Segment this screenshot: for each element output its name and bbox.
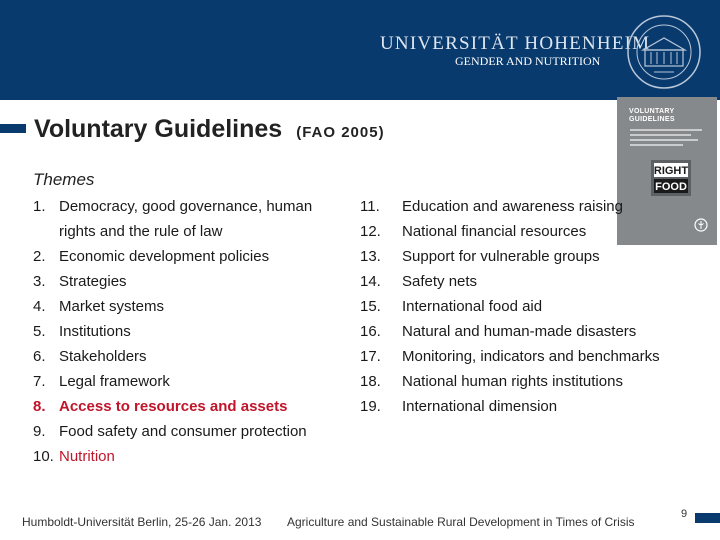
list-item: 16. Natural and human-made disasters: [360, 323, 637, 340]
list-item: 7. Legal framework: [33, 373, 170, 390]
list-item: 19. International dimension: [360, 398, 558, 415]
list-item: 13. Support for vulnerable groups: [360, 248, 600, 265]
page-number: 9: [681, 508, 688, 520]
list-item: 6. Stakeholders: [33, 348, 147, 365]
svg-text:FOOD: FOOD: [655, 181, 687, 193]
list-item: 12. National financial resources: [360, 223, 587, 240]
department-name: GENDER AND NUTRITION: [455, 54, 601, 68]
book-cover-title: VOLUNTARY GUIDELINES: [629, 108, 675, 123]
list-item: 1. Democracy, good governance, human rights and the rule of law: [33, 198, 313, 240]
title-accent-bar: [0, 124, 26, 133]
list-item: 2. Economic development policies: [33, 248, 270, 265]
list-item: 11. Education and awareness raising: [360, 198, 623, 215]
list-item: 3. Strategies: [33, 273, 127, 290]
section-label: Themes: [33, 170, 95, 189]
list-item: 14. Safety nets: [360, 273, 478, 290]
list-item: 15. International food aid: [360, 298, 543, 315]
list-item-highlighted: 10. Nutrition: [33, 448, 115, 465]
university-name: UNIVERSITÄT HOHENHEIM: [380, 33, 651, 54]
svg-text:RIGHT: RIGHT: [653, 165, 689, 177]
themes-list-right: [360, 194, 670, 419]
list-item: 5. Institutions: [33, 323, 131, 340]
list-item: 4. Market systems: [33, 298, 165, 315]
fao-emblem-icon: [694, 218, 708, 232]
right-to-food-logo: [651, 160, 691, 196]
list-item: 18. National human rights institutions: [360, 373, 623, 390]
themes-list-left: [33, 194, 353, 469]
book-cover-subtitle-lines: [630, 129, 706, 149]
list-item: 9. Food safety and consumer protection: [33, 423, 307, 440]
footer-accent-bar: [695, 513, 720, 523]
footer-event: Humboldt-Universität Berlin, 25-26 Jan. 2013: [22, 515, 262, 529]
header-bar: [0, 0, 720, 100]
slide-title-main: Voluntary Guidelines: [34, 115, 283, 143]
slide-title: [34, 115, 385, 144]
list-item: 17. Monitoring, indicators and benchmarks: [360, 348, 660, 365]
university-seal-icon: [626, 14, 702, 90]
slide-title-suffix: (FAO 2005): [296, 124, 385, 141]
list-item-highlighted: 8. Access to resources and assets: [33, 398, 288, 415]
footer-conference-title: Agriculture and Sustainable Rural Development in Times of Crisis: [287, 515, 635, 529]
